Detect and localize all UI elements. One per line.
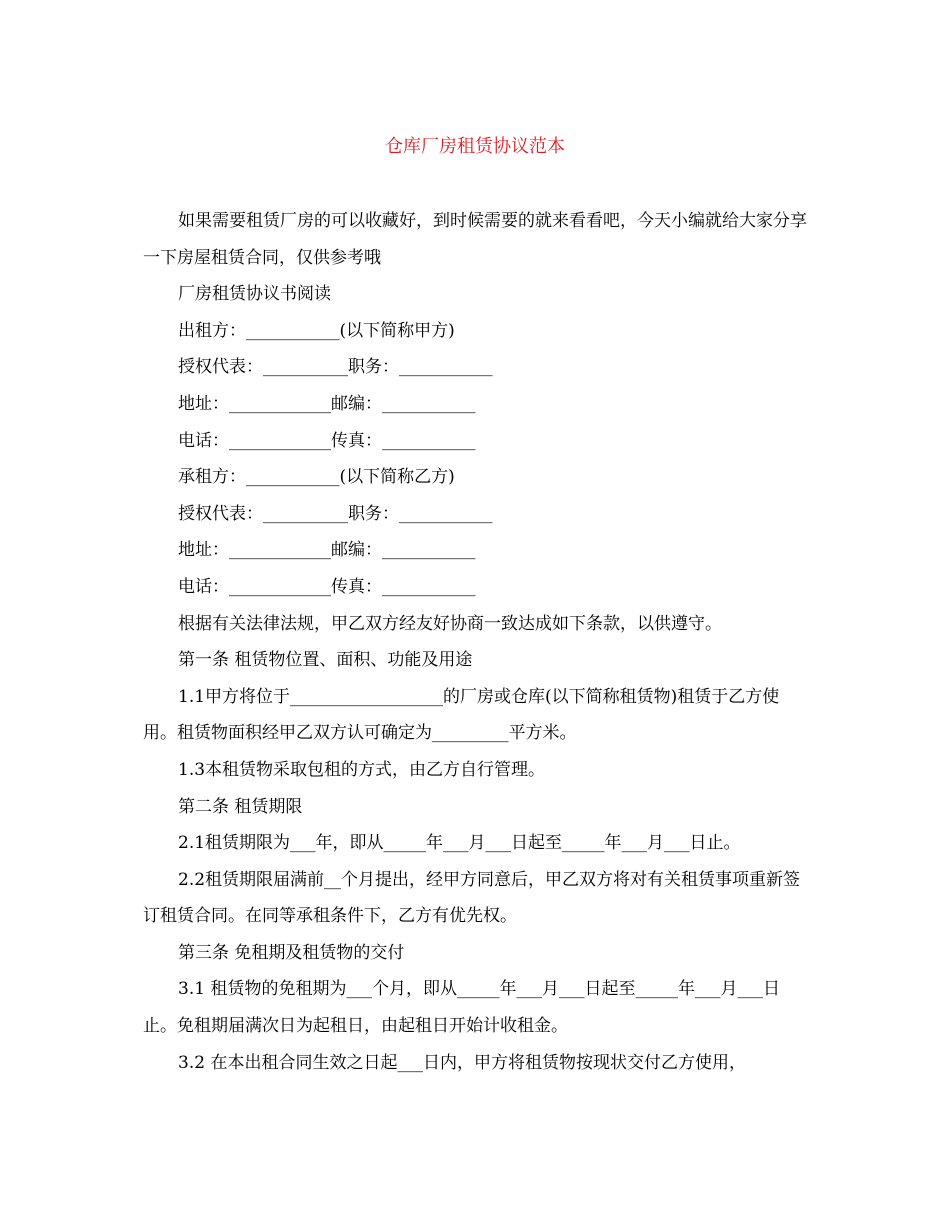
lessee-address-line: 地址：____________邮编：___________ [178,540,476,561]
article-2-heading: 第二条 租赁期限 [178,796,303,817]
lessee-line: 承租方：___________(以下简称乙方) [178,467,455,488]
clause-1-1: 1.1甲方将位于__________________的厂房或仓库(以下简称租赁物)租赁于乙方使用。租赁物面积经甲乙双方认可确定为_________平方米。 [143,686,780,744]
article-3-heading: 第三条 免租期及租赁物的交付 [178,942,405,963]
clause-1-3: 1.3本租赁物采取包租的方式，由乙方自行管理。 [178,759,546,780]
clause-2-1: 2.1租赁期限为___年，即从_____年___月___日起至_____年___月___日止。 [178,833,741,854]
lessee-phone-line: 电话：____________传真：___________ [178,576,476,597]
document-body [143,203,807,1081]
agreement-heading: 厂房租赁协议书阅读 [178,284,331,305]
lessor-representative-line: 授权代表：__________职务：___________ [178,357,493,378]
clause-2-2: 2.2租赁期限届满前__个月提出，经甲方同意后，甲乙双方将对有关租赁事项重新签订租赁合同。在同等承租条件下，乙方有优先权。 [143,869,801,927]
article-1-heading: 第一条 租赁物位置、面积、功能及用途 [178,650,473,671]
lessee-representative-line: 授权代表：__________职务：___________ [178,503,493,524]
lessor-line: 出租方：___________(以下简称甲方) [178,320,455,341]
lessor-phone-line: 电话：____________传真：___________ [178,430,476,451]
clause-3-1: 3.1 租赁物的免租期为___个月，即从_____年___月___日起至_____年___月___日止。免租期届满次日为起租日，由起租日开始计收租金。 [143,979,780,1037]
clause-3-2: 3.2 在本出租合同生效之日起___日内，甲方将租赁物按现状交付乙方使用， [178,1052,746,1073]
lessor-address-line: 地址：____________邮编：___________ [178,393,476,414]
intro-paragraph: 如果需要租赁厂房的可以收藏好，到时候需要的就来看看吧，今天小编就给大家分享一下房屋租赁合同，仅供参考哦 [143,211,807,268]
preamble-paragraph: 根据有关法律法规，甲乙双方经友好协商一致达成如下条款，以供遵守。 [178,613,722,634]
document-title: 仓库厂房租赁协议范本 [385,136,565,157]
